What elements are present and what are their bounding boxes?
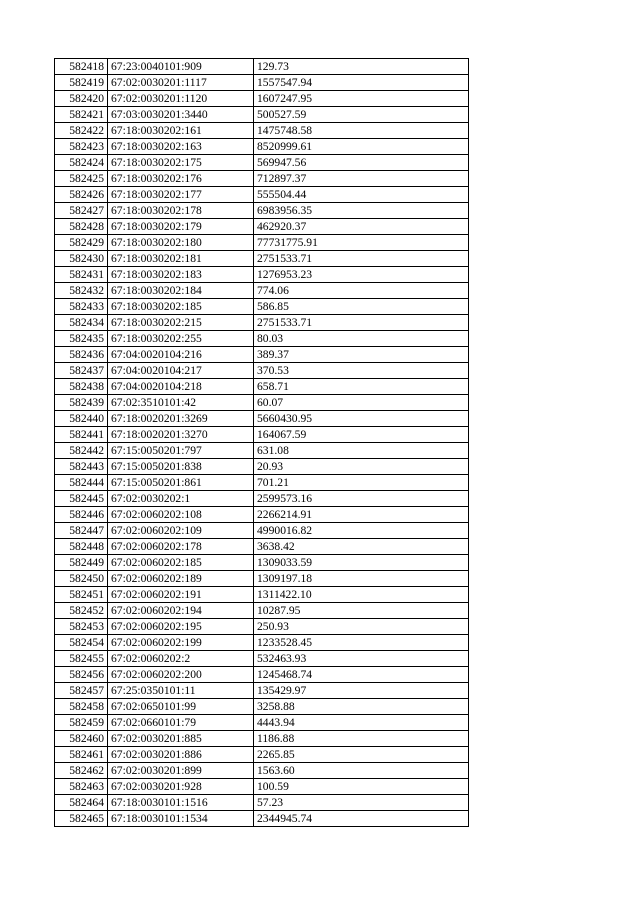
table-row <box>55 59 469 75</box>
table-row <box>55 651 469 667</box>
table-row <box>55 619 469 635</box>
cadastral-number-cell: 67:02:0650101:99 <box>108 699 254 715</box>
value-cell: 1245468.74 <box>254 667 469 683</box>
cadastral-number-cell: 67:02:0060202:199 <box>108 635 254 651</box>
table-row <box>55 699 469 715</box>
cadastral-number-cell: 67:18:0030202:184 <box>108 283 254 299</box>
value-cell: 774.06 <box>254 283 469 299</box>
row-id-cell: 582463 <box>55 779 108 795</box>
table-row <box>55 315 469 331</box>
table-row <box>55 747 469 763</box>
table-row <box>55 379 469 395</box>
row-id-cell: 582439 <box>55 395 108 411</box>
row-id-cell: 582432 <box>55 283 108 299</box>
cadastral-number-cell: 67:18:0030202:180 <box>108 235 254 251</box>
value-cell: 462920.37 <box>254 219 469 235</box>
table-body <box>55 59 469 827</box>
cadastral-number-cell: 67:04:0020104:216 <box>108 347 254 363</box>
cadastral-number-cell: 67:04:0020104:217 <box>108 363 254 379</box>
row-id-cell: 582464 <box>55 795 108 811</box>
value-cell: 10287.95 <box>254 603 469 619</box>
table-row <box>55 363 469 379</box>
row-id-cell: 582451 <box>55 587 108 603</box>
cadastral-number-cell: 67:15:0050201:838 <box>108 459 254 475</box>
table-row <box>55 683 469 699</box>
cadastral-number-cell: 67:15:0050201:797 <box>108 443 254 459</box>
table-row <box>55 219 469 235</box>
cadastral-number-cell: 67:18:0030202:176 <box>108 171 254 187</box>
value-cell: 1607247.95 <box>254 91 469 107</box>
table-row <box>55 539 469 555</box>
row-id-cell: 582426 <box>55 187 108 203</box>
cadastral-number-cell: 67:25:0350101:11 <box>108 683 254 699</box>
value-cell: 1563.60 <box>254 763 469 779</box>
value-cell: 57.23 <box>254 795 469 811</box>
value-cell: 658.71 <box>254 379 469 395</box>
table-row <box>55 763 469 779</box>
value-cell: 2599573.16 <box>254 491 469 507</box>
table-row <box>55 811 469 827</box>
value-cell: 500527.59 <box>254 107 469 123</box>
row-id-cell: 582428 <box>55 219 108 235</box>
value-cell: 1233528.45 <box>254 635 469 651</box>
cadastral-number-cell: 67:18:0030202:183 <box>108 267 254 283</box>
table-row <box>55 523 469 539</box>
cadastral-number-cell: 67:18:0030101:1534 <box>108 811 254 827</box>
table-row <box>55 731 469 747</box>
row-id-cell: 582441 <box>55 427 108 443</box>
row-id-cell: 582440 <box>55 411 108 427</box>
row-id-cell: 582448 <box>55 539 108 555</box>
table-row <box>55 715 469 731</box>
value-cell: 100.59 <box>254 779 469 795</box>
row-id-cell: 582452 <box>55 603 108 619</box>
cadastral-number-cell: 67:02:0030201:1117 <box>108 75 254 91</box>
row-id-cell: 582446 <box>55 507 108 523</box>
value-cell: 1309033.59 <box>254 555 469 571</box>
cadastral-number-cell: 67:02:0030201:928 <box>108 779 254 795</box>
row-id-cell: 582461 <box>55 747 108 763</box>
value-cell: 532463.93 <box>254 651 469 667</box>
table-row <box>55 283 469 299</box>
table-row <box>55 635 469 651</box>
cadastral-number-cell: 67:18:0030202:177 <box>108 187 254 203</box>
value-cell: 60.07 <box>254 395 469 411</box>
table-row <box>55 75 469 91</box>
row-id-cell: 582455 <box>55 651 108 667</box>
value-cell: 4443.94 <box>254 715 469 731</box>
row-id-cell: 582431 <box>55 267 108 283</box>
row-id-cell: 582425 <box>55 171 108 187</box>
table-row <box>55 171 469 187</box>
row-id-cell: 582429 <box>55 235 108 251</box>
value-cell: 2344945.74 <box>254 811 469 827</box>
row-id-cell: 582453 <box>55 619 108 635</box>
row-id-cell: 582422 <box>55 123 108 139</box>
table-row <box>55 251 469 267</box>
value-cell: 389.37 <box>254 347 469 363</box>
table-row <box>55 395 469 411</box>
value-cell: 1557547.94 <box>254 75 469 91</box>
cadastral-number-cell: 67:18:0020201:3270 <box>108 427 254 443</box>
row-id-cell: 582430 <box>55 251 108 267</box>
table-row <box>55 139 469 155</box>
table-row <box>55 235 469 251</box>
row-id-cell: 582418 <box>55 59 108 75</box>
cadastral-number-cell: 67:02:0060202:191 <box>108 587 254 603</box>
row-id-cell: 582434 <box>55 315 108 331</box>
row-id-cell: 582444 <box>55 475 108 491</box>
row-id-cell: 582423 <box>55 139 108 155</box>
cadastral-number-cell: 67:18:0030202:215 <box>108 315 254 331</box>
cadastral-number-cell: 67:04:0020104:218 <box>108 379 254 395</box>
table-row <box>55 603 469 619</box>
table-row <box>55 475 469 491</box>
row-id-cell: 582433 <box>55 299 108 315</box>
cadastral-number-cell: 67:18:0030202:175 <box>108 155 254 171</box>
row-id-cell: 582438 <box>55 379 108 395</box>
cadastral-number-cell: 67:18:0030202:185 <box>108 299 254 315</box>
value-cell: 1186.88 <box>254 731 469 747</box>
row-id-cell: 582454 <box>55 635 108 651</box>
row-id-cell: 582436 <box>55 347 108 363</box>
row-id-cell: 582443 <box>55 459 108 475</box>
cadastral-number-cell: 67:18:0030202:179 <box>108 219 254 235</box>
cadastral-number-cell: 67:15:0050201:861 <box>108 475 254 491</box>
row-id-cell: 582458 <box>55 699 108 715</box>
value-cell: 2266214.91 <box>254 507 469 523</box>
value-cell: 1311422.10 <box>254 587 469 603</box>
table-row <box>55 347 469 363</box>
cadastral-number-cell: 67:02:0060202:185 <box>108 555 254 571</box>
value-cell: 164067.59 <box>254 427 469 443</box>
row-id-cell: 582424 <box>55 155 108 171</box>
cadastral-number-cell: 67:02:3510101:42 <box>108 395 254 411</box>
table-row <box>55 587 469 603</box>
row-id-cell: 582462 <box>55 763 108 779</box>
value-cell: 80.03 <box>254 331 469 347</box>
row-id-cell: 582421 <box>55 107 108 123</box>
value-cell: 5660430.95 <box>254 411 469 427</box>
table-row <box>55 443 469 459</box>
value-cell: 701.21 <box>254 475 469 491</box>
row-id-cell: 582459 <box>55 715 108 731</box>
cadastral-number-cell: 67:18:0030202:178 <box>108 203 254 219</box>
table-row <box>55 427 469 443</box>
table-row <box>55 491 469 507</box>
data-table <box>54 58 469 827</box>
cadastral-number-cell: 67:02:0060202:178 <box>108 539 254 555</box>
table-row <box>55 459 469 475</box>
table-row <box>55 203 469 219</box>
value-cell: 8520999.61 <box>254 139 469 155</box>
row-id-cell: 582437 <box>55 363 108 379</box>
value-cell: 3258.88 <box>254 699 469 715</box>
value-cell: 586.85 <box>254 299 469 315</box>
table-row <box>55 507 469 523</box>
value-cell: 6983956.35 <box>254 203 469 219</box>
value-cell: 77731775.91 <box>254 235 469 251</box>
cadastral-number-cell: 67:02:0030202:1 <box>108 491 254 507</box>
value-cell: 4990016.82 <box>254 523 469 539</box>
table-row <box>55 267 469 283</box>
row-id-cell: 582435 <box>55 331 108 347</box>
cadastral-number-cell: 67:02:0060202:108 <box>108 507 254 523</box>
table-row <box>55 555 469 571</box>
row-id-cell: 582419 <box>55 75 108 91</box>
value-cell: 20.93 <box>254 459 469 475</box>
cadastral-number-cell: 67:23:0040101:909 <box>108 59 254 75</box>
value-cell: 1475748.58 <box>254 123 469 139</box>
row-id-cell: 582457 <box>55 683 108 699</box>
value-cell: 1276953.23 <box>254 267 469 283</box>
row-id-cell: 582465 <box>55 811 108 827</box>
row-id-cell: 582442 <box>55 443 108 459</box>
cadastral-number-cell: 67:02:0030201:886 <box>108 747 254 763</box>
table-row <box>55 331 469 347</box>
cadastral-number-cell: 67:02:0060202:2 <box>108 651 254 667</box>
cadastral-number-cell: 67:03:0030201:3440 <box>108 107 254 123</box>
cadastral-number-cell: 67:02:0030201:899 <box>108 763 254 779</box>
value-cell: 569947.56 <box>254 155 469 171</box>
row-id-cell: 582449 <box>55 555 108 571</box>
cadastral-number-cell: 67:18:0020201:3269 <box>108 411 254 427</box>
cadastral-number-cell: 67:18:0030202:255 <box>108 331 254 347</box>
table-row <box>55 91 469 107</box>
row-id-cell: 582460 <box>55 731 108 747</box>
cadastral-number-cell: 67:18:0030202:161 <box>108 123 254 139</box>
value-cell: 2751533.71 <box>254 251 469 267</box>
value-cell: 555504.44 <box>254 187 469 203</box>
cadastral-number-cell: 67:02:0030201:885 <box>108 731 254 747</box>
table-row <box>55 155 469 171</box>
cadastral-number-cell: 67:02:0060202:109 <box>108 523 254 539</box>
cadastral-number-cell: 67:18:0030202:163 <box>108 139 254 155</box>
value-cell: 712897.37 <box>254 171 469 187</box>
table-row <box>55 123 469 139</box>
table-row <box>55 795 469 811</box>
table-row <box>55 411 469 427</box>
value-cell: 250.93 <box>254 619 469 635</box>
value-cell: 631.08 <box>254 443 469 459</box>
value-cell: 370.53 <box>254 363 469 379</box>
row-id-cell: 582456 <box>55 667 108 683</box>
row-id-cell: 582420 <box>55 91 108 107</box>
value-cell: 1309197.18 <box>254 571 469 587</box>
cadastral-number-cell: 67:02:0060202:189 <box>108 571 254 587</box>
cadastral-number-cell: 67:02:0060202:195 <box>108 619 254 635</box>
value-cell: 2751533.71 <box>254 315 469 331</box>
table-row <box>55 571 469 587</box>
cadastral-number-cell: 67:02:0030201:1120 <box>108 91 254 107</box>
cadastral-number-cell: 67:18:0030101:1516 <box>108 795 254 811</box>
row-id-cell: 582427 <box>55 203 108 219</box>
row-id-cell: 582445 <box>55 491 108 507</box>
value-cell: 135429.97 <box>254 683 469 699</box>
row-id-cell: 582450 <box>55 571 108 587</box>
table-row <box>55 667 469 683</box>
value-cell: 129.73 <box>254 59 469 75</box>
table-row <box>55 779 469 795</box>
table-row <box>55 187 469 203</box>
table-row <box>55 299 469 315</box>
value-cell: 3638.42 <box>254 539 469 555</box>
cadastral-number-cell: 67:02:0660101:79 <box>108 715 254 731</box>
value-cell: 2265.85 <box>254 747 469 763</box>
table-row <box>55 107 469 123</box>
cadastral-number-cell: 67:02:0060202:194 <box>108 603 254 619</box>
cadastral-number-cell: 67:02:0060202:200 <box>108 667 254 683</box>
cadastral-number-cell: 67:18:0030202:181 <box>108 251 254 267</box>
row-id-cell: 582447 <box>55 523 108 539</box>
